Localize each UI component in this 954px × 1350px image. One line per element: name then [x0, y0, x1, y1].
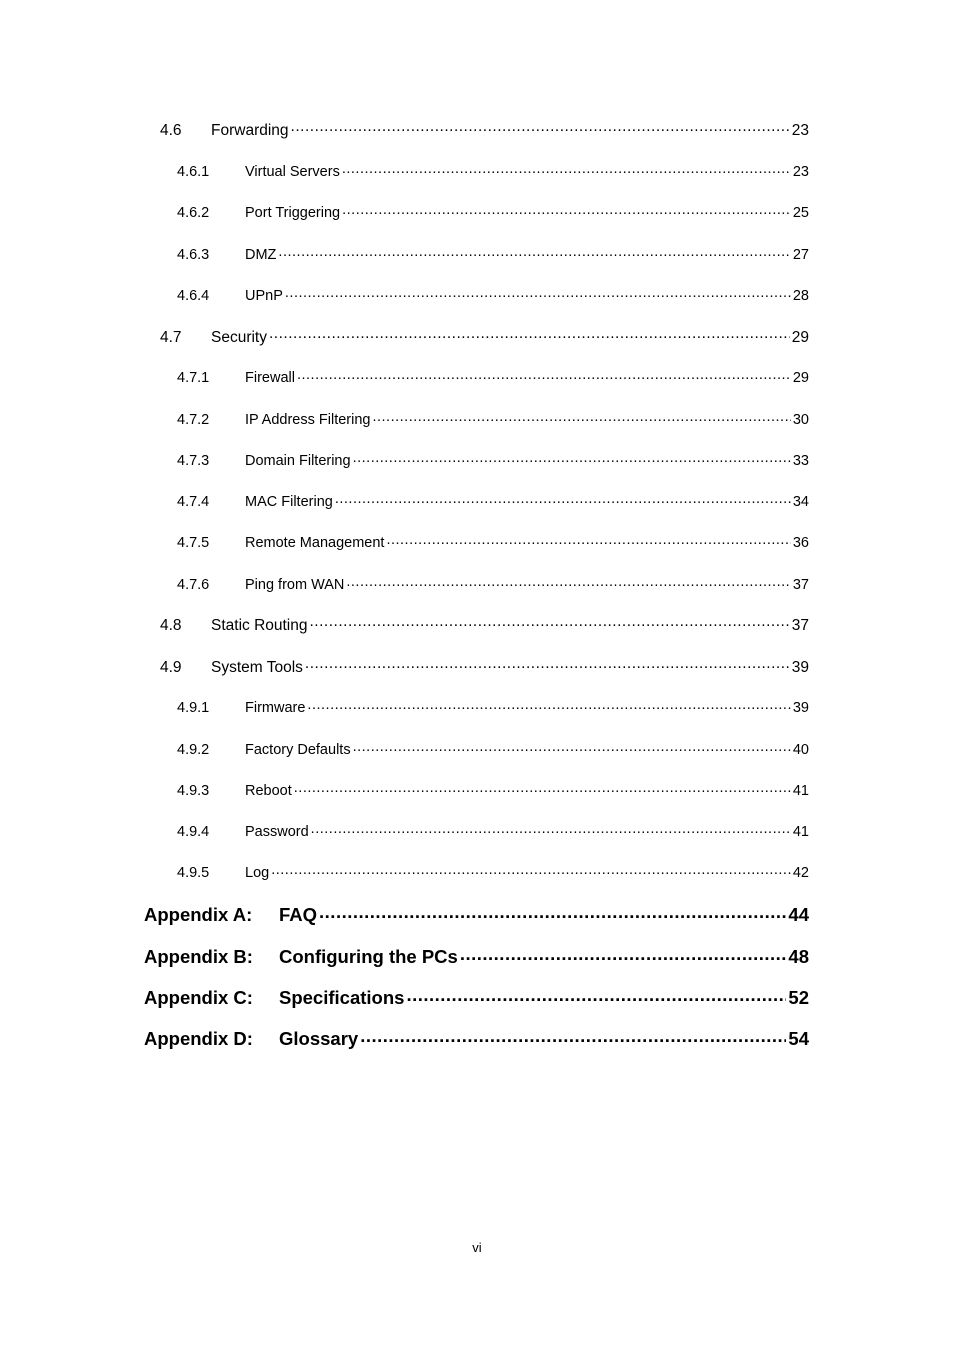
dot-leader — [342, 202, 791, 217]
dot-leader — [353, 739, 791, 754]
toc-entry[interactable] — [160, 614, 809, 635]
toc-entry[interactable] — [177, 697, 809, 716]
toc-entry-number: 4.8 — [160, 616, 182, 634]
page-number: vi — [472, 1240, 482, 1255]
toc-entry-title: Remote Management — [245, 534, 385, 551]
toc-appendix-entry[interactable] — [144, 902, 809, 926]
dot-leader — [278, 244, 790, 259]
toc-appendix-entry[interactable] — [144, 1026, 809, 1050]
toc-entry-number: 4.9.5 — [177, 864, 210, 881]
toc-entry-page: 37 — [791, 616, 809, 634]
toc-entry-number: 4.7.2 — [177, 411, 210, 428]
toc-entry-title: Log — [245, 864, 270, 881]
dot-leader — [372, 409, 790, 424]
toc-entry-number: 4.7.6 — [177, 576, 210, 593]
toc-appendix-title: Glossary — [279, 1027, 359, 1049]
dot-leader — [291, 119, 790, 135]
toc-entry-title: UPnP — [245, 287, 283, 304]
toc-entry-page: 30 — [792, 411, 809, 428]
toc-appendix-entry[interactable] — [144, 944, 809, 968]
toc-entry-page: 29 — [792, 369, 809, 386]
toc-entry-title: Firmware — [245, 699, 306, 716]
dot-leader — [311, 821, 791, 836]
toc-appendix-title: Configuring the PCs — [279, 945, 458, 967]
dot-leader — [319, 902, 786, 921]
toc-entry-page: 41 — [792, 823, 809, 840]
toc-entry-page: 23 — [792, 163, 809, 180]
toc-entry-page: 27 — [792, 246, 809, 263]
toc-entry[interactable] — [177, 285, 809, 304]
dot-leader — [271, 862, 791, 877]
toc-entry[interactable] — [177, 491, 809, 510]
toc-entry-number: 4.6 — [160, 121, 182, 139]
toc-appendix-page: 44 — [788, 903, 809, 925]
toc-appendix-page: 52 — [788, 986, 809, 1008]
dot-leader — [353, 450, 791, 465]
toc-entry-number: 4.7.4 — [177, 493, 210, 510]
toc-entry[interactable] — [177, 450, 809, 469]
toc-entry-title: IP Address Filtering — [245, 411, 371, 428]
toc-entry[interactable] — [177, 532, 809, 551]
toc-entry-title: Firewall — [245, 369, 295, 386]
toc-appendix-title: FAQ — [279, 903, 318, 925]
toc-entry-title: Reboot — [245, 782, 292, 799]
toc-entry-number: 4.6.2 — [177, 204, 210, 221]
toc-entry-title: Domain Filtering — [245, 452, 351, 469]
toc-entry[interactable] — [177, 409, 809, 428]
toc-entry-page: 41 — [792, 782, 809, 799]
toc-appendix-page: 54 — [788, 1027, 809, 1049]
dot-leader — [386, 532, 790, 547]
toc-entry-title: Password — [245, 823, 309, 840]
dot-leader — [297, 367, 791, 382]
dot-leader — [307, 697, 790, 712]
dot-leader — [285, 285, 791, 300]
toc-entry-page: 40 — [792, 741, 809, 758]
toc-entry-page: 23 — [791, 121, 809, 139]
toc-entry-page: 36 — [792, 534, 809, 551]
toc-entry[interactable] — [177, 244, 809, 263]
toc-appendix-entry[interactable] — [144, 985, 809, 1009]
toc-entry-page: 42 — [792, 864, 809, 881]
toc-entry[interactable] — [177, 862, 809, 881]
toc-entry-title: Factory Defaults — [245, 741, 351, 758]
dot-leader — [305, 656, 790, 672]
toc-entry-title: Static Routing — [211, 616, 308, 634]
toc-entry[interactable] — [177, 780, 809, 799]
toc-entry-title: Security — [211, 328, 267, 346]
toc-entry-number: 4.9.3 — [177, 782, 210, 799]
dot-leader — [269, 326, 790, 342]
toc-entry-number: 4.9.2 — [177, 741, 210, 758]
toc-entry-number: 4.9.4 — [177, 823, 210, 840]
toc-entry[interactable] — [177, 161, 809, 180]
toc-entry[interactable] — [177, 367, 809, 386]
dot-leader — [346, 574, 790, 589]
toc-entry-number: 4.9.1 — [177, 699, 210, 716]
toc-entry[interactable] — [160, 326, 809, 347]
dot-leader — [360, 1026, 786, 1045]
toc-entry-title: Forwarding — [211, 121, 289, 139]
toc-entry[interactable] — [177, 202, 809, 221]
toc-entry-number: 4.7.1 — [177, 369, 210, 386]
dot-leader — [294, 780, 791, 795]
toc-entry[interactable] — [177, 739, 809, 758]
toc-entry-number: 4.7.5 — [177, 534, 210, 551]
toc-entry-page: 34 — [792, 493, 809, 510]
toc-entry-title: Port Triggering — [245, 204, 341, 221]
toc-appendix-title: Specifications — [279, 986, 405, 1008]
dot-leader — [342, 161, 791, 176]
toc-entry-title: Ping from WAN — [245, 576, 345, 593]
toc-entry-page: 37 — [792, 576, 809, 593]
toc-appendix-number: Appendix D: — [144, 1027, 253, 1049]
dot-leader — [460, 944, 787, 963]
toc-entry-number: 4.6.1 — [177, 163, 210, 180]
toc-entry-page: 39 — [791, 658, 809, 676]
toc-appendix-page: 48 — [788, 945, 809, 967]
toc-entry[interactable] — [177, 574, 809, 593]
toc-entry-number: 4.7.3 — [177, 452, 210, 469]
toc-entry-page: 29 — [791, 328, 809, 346]
toc-entry-title: Virtual Servers — [245, 163, 340, 180]
toc-entry-page: 39 — [792, 699, 809, 716]
toc-entry-number: 4.7 — [160, 328, 182, 346]
dot-leader — [310, 614, 790, 630]
toc-appendix-number: Appendix C: — [144, 986, 253, 1008]
toc-entry-number: 4.6.3 — [177, 246, 210, 263]
dot-leader — [406, 985, 786, 1004]
toc-entry[interactable] — [177, 821, 809, 840]
toc-appendix-number: Appendix B: — [144, 945, 253, 967]
toc-entry-title: MAC Filtering — [245, 493, 333, 510]
toc-entry-number: 4.9 — [160, 658, 182, 676]
toc-entry-page: 28 — [792, 287, 809, 304]
toc-entry[interactable] — [160, 119, 809, 140]
toc-entry-page: 25 — [792, 204, 809, 221]
toc-entry[interactable] — [160, 656, 809, 677]
toc-appendix-number: Appendix A: — [144, 903, 253, 925]
toc-entry-number: 4.6.4 — [177, 287, 210, 304]
dot-leader — [335, 491, 791, 506]
toc-entry-title: System Tools — [211, 658, 303, 676]
toc-entry-page: 33 — [792, 452, 809, 469]
toc-entry-title: DMZ — [245, 246, 277, 263]
